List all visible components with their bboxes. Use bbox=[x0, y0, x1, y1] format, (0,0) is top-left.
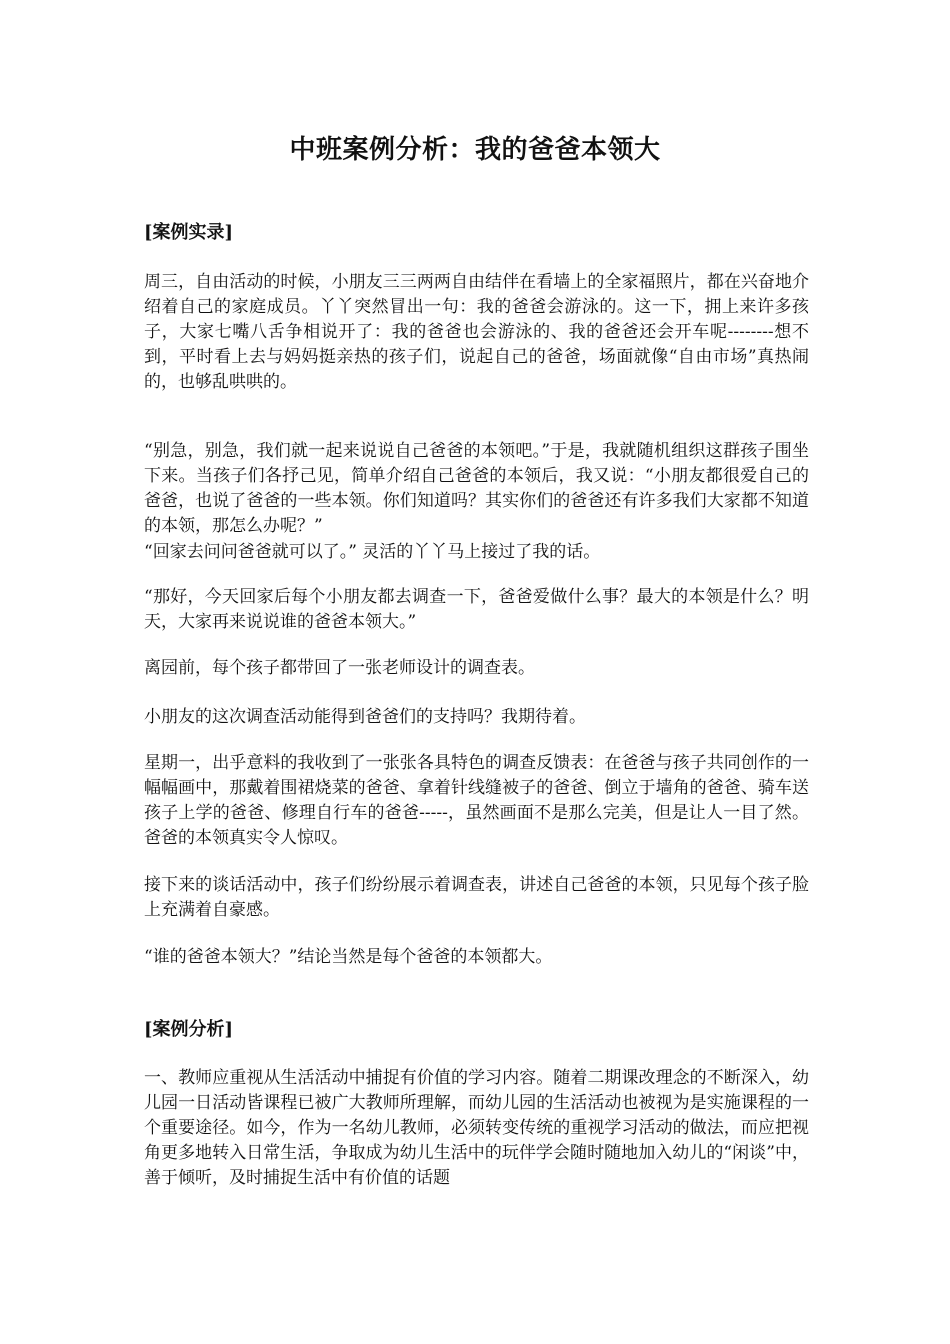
section-heading-record: [案例实录] bbox=[144, 222, 234, 243]
paragraph: “那好，今天回家后每个小朋友都去调查一下，爸爸爱做什么事？最大的本领是什么？明天，大家再来说说谁的爸爸本领大。” bbox=[144, 587, 809, 632]
paragraph: 离园前，每个孩子都带回了一张老师设计的调查表。 bbox=[144, 658, 535, 678]
paragraph: 小朋友的这次调查活动能得到爸爸们的支持吗？我期待着。 bbox=[144, 707, 586, 727]
paragraph: 周三，自由活动的时候，小朋友三三两两自由结伴在看墙上的全家福照片，都在兴奋地介绍着自己的家庭成员。丫丫突然冒出一句：我的爸爸会游泳的。这一下，拥上来许多孩子，大家七嘴八舌争相说开了：我的爸爸也会游泳的、我的爸爸还会开车呢--------想不到，平时看上去与妈妈挺亲热的孩子们，说起自己的爸爸，场面就像“自由市场”真热闹的，也够乱哄哄的。 bbox=[144, 272, 809, 392]
paragraph: “别急，别急，我们就一起来说说自己爸爸的本领吧。”于是，我就随机组织这群孩子围坐下来。当孩子们各抒己见，简单介绍自己爸爸的本领后，我又说：“小朋友都很爱自己的爸爸，也说了爸爸的一些本领。你们知道吗？其实你们的爸爸还有许多我们大家都不知道的本领，那怎么办呢？” bbox=[144, 441, 809, 536]
paragraph: “回家去问问爸爸就可以了。” 灵活的丫丫马上接过了我的话。 bbox=[144, 542, 601, 562]
document-title: 中班案例分析：我的爸爸本领大 bbox=[289, 135, 661, 165]
paragraph: “谁的爸爸本领大？”结论当然是每个爸爸的本领都大。 bbox=[144, 947, 553, 967]
paragraph: 星期一，出乎意料的我收到了一张张各具特色的调查反馈表：在爸爸与孩子共同创作的一幅幅画中，那戴着围裙烧菜的爸爸、拿着针线缝被子的爸爸、倒立于墙角的爸爸、骑车送孩子上学的爸爸、修理自行车的爸爸-----，虽然画面不是那么完美，但是让人一目了然。爸爸的本领真实令人惊叹。 bbox=[144, 753, 809, 848]
paragraph: 一、教师应重视从生活活动中捕捉有价值的学习内容。随着二期课改理念的不断深入，幼儿园一日活动皆课程已被广大教师所理解，而幼儿园的生活活动也被视为是实施课程的一个重要途径。如今，作为一名幼儿教师，必须转变传统的重视学习活动的做法，而应把视角更多地转入日常生活，争取成为幼儿生活中的玩伴学会随时随地加入幼儿的“闲谈”中，善于倾听，及时捕捉生活中有价值的话题 bbox=[144, 1068, 809, 1188]
paragraph: 接下来的谈话活动中，孩子们纷纷展示着调查表，讲述自己爸爸的本领，只见每个孩子脸上充满着自豪感。 bbox=[144, 875, 809, 920]
section-heading-analysis: [案例分析] bbox=[144, 1019, 234, 1040]
